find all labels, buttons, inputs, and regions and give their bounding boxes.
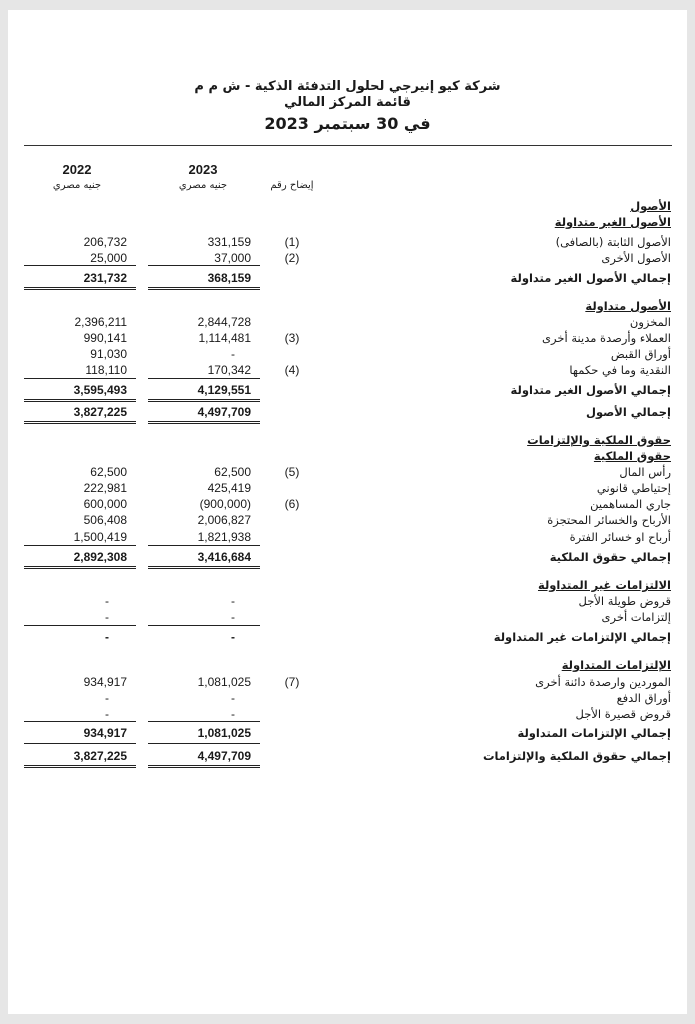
table-row <box>0 593 695 609</box>
row-label: الأصول الغير متداولة <box>554 215 671 229</box>
note-ref: (3) <box>284 331 300 345</box>
table-row <box>0 609 695 625</box>
section-heading <box>0 657 695 673</box>
single-rule <box>24 378 136 379</box>
value-2022: 231,732 <box>83 271 127 285</box>
table-row <box>0 314 695 330</box>
total-row <box>0 404 695 420</box>
value-2023: 425,419 <box>207 481 251 495</box>
total-row <box>0 748 695 764</box>
row-label: الأصول متداولة <box>585 299 671 313</box>
single-rule <box>148 545 260 546</box>
row-label: الأصول الأخرى <box>601 251 671 265</box>
value-2023: - <box>231 707 235 721</box>
row-label: قروض قصيرة الأجل <box>575 707 671 721</box>
value-2023: 62,500 <box>214 465 251 479</box>
statement-date: في 30 سبتمبر 2023 <box>264 114 431 133</box>
value-2023: - <box>231 630 235 644</box>
double-rule <box>148 566 260 569</box>
double-rule <box>148 765 260 768</box>
single-rule <box>24 265 136 266</box>
value-2022: 934,917 <box>83 726 127 740</box>
table-row <box>0 690 695 706</box>
double-rule <box>148 399 260 402</box>
section-heading <box>0 448 695 464</box>
value-2022: 25,000 <box>90 251 127 265</box>
value-2022: 91,030 <box>90 347 127 361</box>
row-label: جاري المساهمين <box>590 497 671 511</box>
row-label: قروض طويلة الأجل <box>578 594 671 608</box>
single-rule <box>24 721 136 722</box>
double-rule <box>24 421 136 424</box>
note-number-header: إيضاح رقم <box>270 180 314 191</box>
value-2022: 62,500 <box>90 465 127 479</box>
table-row <box>0 346 695 362</box>
company-name: شركة كيو إنيرجي لحلول التدفئة الذكية - ش م م <box>194 79 501 94</box>
row-label: حقوق الملكية والإلتزامات <box>527 433 671 447</box>
table-row <box>0 330 695 346</box>
section-heading <box>0 577 695 593</box>
table-row <box>0 529 695 545</box>
note-ref: (6) <box>284 497 300 511</box>
row-label: أوراق الدفع <box>616 691 671 705</box>
value-2022: - <box>105 691 109 705</box>
year-2022-header: 2022 <box>62 162 92 177</box>
row-label: إجمالي الأصول الغير متداولة <box>510 383 671 397</box>
value-2023: (900,000) <box>199 497 251 511</box>
value-2022: 3,827,225 <box>73 405 127 419</box>
single-rule <box>148 721 260 722</box>
table-row <box>0 464 695 480</box>
header-rule <box>24 145 672 146</box>
note-ref: (7) <box>284 675 300 689</box>
value-2023: 1,081,025 <box>197 675 251 689</box>
note-ref: (1) <box>284 235 300 249</box>
note-ref: (5) <box>284 465 300 479</box>
value-2022: 600,000 <box>83 497 127 511</box>
table-row <box>0 496 695 512</box>
value-2023: 170,342 <box>207 363 251 377</box>
value-2023: 368,159 <box>207 271 251 285</box>
double-rule <box>24 765 136 768</box>
double-rule <box>24 287 136 290</box>
row-label: إجمالي حقوق الملكية <box>549 550 671 564</box>
row-label: الإلتزامات المتداولة <box>561 658 671 672</box>
row-label: أرباح او خسائر الفترة <box>569 530 671 544</box>
value-2022: 206,732 <box>83 235 127 249</box>
value-2023: 4,129,551 <box>197 383 251 397</box>
single-rule <box>148 265 260 266</box>
year-2023-header: 2023 <box>188 162 218 177</box>
value-2022: - <box>105 610 109 624</box>
row-label: إحتياطي قانوني <box>596 481 671 495</box>
total-row <box>0 270 695 286</box>
table-row <box>0 250 695 266</box>
double-rule <box>148 287 260 290</box>
value-2022: 2,396,211 <box>74 315 127 329</box>
value-2023: 2,844,728 <box>197 315 251 329</box>
total-row <box>0 382 695 398</box>
row-label: الالتزامات غير المتداولة <box>537 578 671 592</box>
section-heading <box>0 214 695 230</box>
value-2023: - <box>231 610 235 624</box>
value-2023: 3,416,684 <box>197 550 251 564</box>
double-rule <box>24 566 136 569</box>
table-row <box>0 674 695 690</box>
statement-title: قائمة المركز المالي <box>284 95 411 110</box>
row-label: إجمالي حقوق الملكية والإلتزامات <box>482 749 671 763</box>
table-row <box>0 234 695 250</box>
row-label: إجمالي الأصول <box>585 405 671 419</box>
value-2023: 4,497,709 <box>197 405 251 419</box>
total-row <box>0 725 695 741</box>
value-2023: 1,081,025 <box>197 726 251 740</box>
note-ref: (4) <box>284 363 300 377</box>
section-heading <box>0 298 695 314</box>
value-2022: 118,110 <box>85 363 127 377</box>
total-row <box>0 549 695 565</box>
value-2023: 1,821,938 <box>197 530 251 544</box>
value-2022: 506,408 <box>83 513 127 527</box>
row-label: أوراق القبض <box>610 347 671 361</box>
row-label: الأصول <box>630 199 671 213</box>
table-row <box>0 512 695 528</box>
single-rule <box>24 743 136 744</box>
row-label: النقدية وما في حكمها <box>569 363 671 377</box>
value-2023: 331,159 <box>207 235 251 249</box>
section-heading <box>0 198 695 214</box>
row-label: إجمالي الإلتزامات غير المتداولة <box>493 630 671 644</box>
currency-2023-header: جنيه مصري <box>178 180 228 191</box>
value-2023: 4,497,709 <box>197 749 251 763</box>
double-rule <box>148 421 260 424</box>
value-2022: 2,892,308 <box>73 550 127 564</box>
row-label: إلتزامات أخرى <box>601 610 671 624</box>
table-row <box>0 480 695 496</box>
row-label: رأس المال <box>619 465 671 479</box>
row-label: العملاء وأرصدة مدينة أخرى <box>542 331 671 345</box>
row-label: المخزون <box>629 315 671 329</box>
row-label: الأصول الثابتة (بالصافى) <box>555 235 671 249</box>
value-2022: - <box>105 630 109 644</box>
value-2023: - <box>231 691 235 705</box>
value-2023: - <box>231 594 235 608</box>
single-rule <box>148 625 260 626</box>
value-2022: - <box>105 594 109 608</box>
value-2022: 1,500,419 <box>73 530 127 544</box>
value-2022: - <box>105 707 109 721</box>
currency-2022-header: جنيه مصري <box>52 180 102 191</box>
value-2022: 990,141 <box>83 331 127 345</box>
single-rule <box>24 625 136 626</box>
value-2023: 1,114,481 <box>198 331 251 345</box>
value-2023: 2,006,827 <box>197 513 251 527</box>
value-2022: 934,917 <box>83 675 127 689</box>
row-label: حقوق الملكية <box>593 449 671 463</box>
note-ref: (2) <box>284 251 300 265</box>
row-label: إجمالي الأصول الغير متداولة <box>510 271 671 285</box>
double-rule <box>24 399 136 402</box>
value-2023: - <box>231 347 235 361</box>
row-label: إجمالي الإلتزامات المتداولة <box>517 726 671 740</box>
single-rule <box>148 378 260 379</box>
table-row <box>0 706 695 722</box>
row-label: الموردين وارصدة دائنة أخرى <box>535 675 671 689</box>
total-row <box>0 629 695 645</box>
table-row <box>0 362 695 378</box>
row-label: الأرباح والخسائر المحتجزة <box>547 513 671 527</box>
value-2022: 3,595,493 <box>73 383 127 397</box>
value-2022: 222,981 <box>83 481 127 495</box>
single-rule <box>24 545 136 546</box>
value-2022: 3,827,225 <box>73 749 127 763</box>
single-rule <box>148 743 260 744</box>
value-2023: 37,000 <box>214 251 251 265</box>
section-heading <box>0 432 695 448</box>
